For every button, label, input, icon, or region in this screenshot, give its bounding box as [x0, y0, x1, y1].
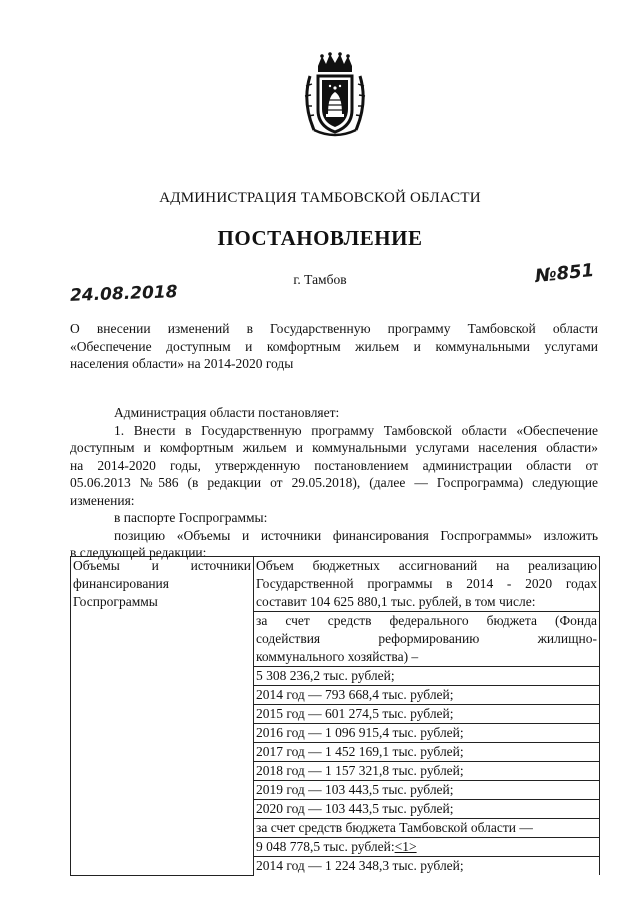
intro-block: [254, 557, 599, 612]
federal-block: [254, 612, 599, 667]
list-item: 2017 год — 1 452 169,1 тыс. рублей;: [254, 743, 599, 762]
paragraph-1-line: 05.06.2013 №586 (в редакции от 29.05.2018), (далее — Госпрограмма) следующие: [70, 475, 598, 490]
paragraph-1-line: доступным и комфортным жильем и коммунальными услугами населения области»: [70, 440, 598, 455]
subject-line: населения области» на 2014-2020 годы: [70, 356, 294, 371]
paragraph-1-line: 1. Внести в Государственную программу Тамбовской области «Обеспечение: [114, 422, 598, 438]
list-item: 2014 год — 1 224 348,3 тыс. рублей;: [256, 858, 464, 873]
list-item: 2014 год — 793 668,4 тыс. рублей;: [254, 686, 599, 705]
intro-paragraph: Администрация области постановляет:: [114, 405, 340, 420]
value-line: коммунального хозяйства) –: [256, 649, 419, 664]
footnote-link[interactable]: <1>: [394, 839, 417, 854]
organization-name: АДМИНИСТРАЦИЯ ТАМБОВСКОЙ ОБЛАСТИ: [159, 190, 481, 206]
handwritten-number: №851: [534, 259, 596, 288]
paragraph-1-line: на 2014-2020 годы, утвержденную постановлением администрации области от: [70, 457, 598, 473]
list-item: 2018 год — 1 157 321,8 тыс. рублей;: [254, 762, 599, 781]
label-line: Объемы и источники: [73, 558, 251, 573]
list-item: 2015 год — 601 274,5 тыс. рублей;: [254, 705, 599, 724]
city-name: г. Тамбов: [293, 272, 347, 287]
list-item: 2016 год — 1 096 915,4 тыс. рублей;: [254, 724, 599, 743]
paragraph-2: в паспорте Госпрограммы:: [114, 510, 268, 525]
list-item: 2019 год — 103 443,5 тыс. рублей;: [254, 781, 599, 800]
list-item: за счет средств бюджета Тамбовской области —: [254, 819, 599, 838]
table-value-cell: [254, 557, 600, 876]
value-line: Объем бюджетных ассигнований на реализацию: [256, 558, 597, 573]
list-item: [254, 838, 599, 857]
value-line: содействия реформированию жилищно-: [256, 631, 597, 646]
value-line: Государственной программы в 2014 - 2020 годах: [256, 576, 597, 591]
value-line: составит 104 625 880,1 тыс. рублей, в том числе:: [256, 594, 536, 609]
table-label-cell: [71, 557, 254, 876]
handwritten-date: 24.08.2018: [69, 282, 178, 306]
document-subject: [70, 320, 598, 373]
value-line: за счет средств федерального бюджета (Фонда: [256, 613, 597, 628]
regional-total: 9 048 778,5 тыс. рублей:: [256, 839, 395, 854]
label-line: финансирования: [73, 576, 169, 591]
document-body: [70, 404, 598, 562]
paragraph-3-line: позицию «Объемы и источники финансирования Госпрограммы» изложить: [114, 527, 598, 543]
label-line: Госпрограммы: [73, 594, 158, 609]
paragraph-3-line: в следующей редакции:: [70, 545, 207, 560]
list-item: 5 308 236,2 тыс. рублей;: [254, 667, 599, 686]
paragraph-1-line: изменения:: [70, 492, 135, 508]
subject-line: О внесении изменений в Государственную программу Тамбовской области: [70, 321, 598, 336]
list-item: 2020 год — 103 443,5 тыс. рублей;: [254, 800, 599, 819]
tambov-coat-of-arms-icon: [300, 52, 370, 140]
financing-table: [70, 556, 600, 876]
document-title: ПОСТАНОВЛЕНИЕ: [217, 226, 423, 250]
subject-line: «Обеспечение доступным и комфортным жильем и коммунальными услугами: [70, 338, 598, 354]
table-row: [71, 557, 600, 876]
